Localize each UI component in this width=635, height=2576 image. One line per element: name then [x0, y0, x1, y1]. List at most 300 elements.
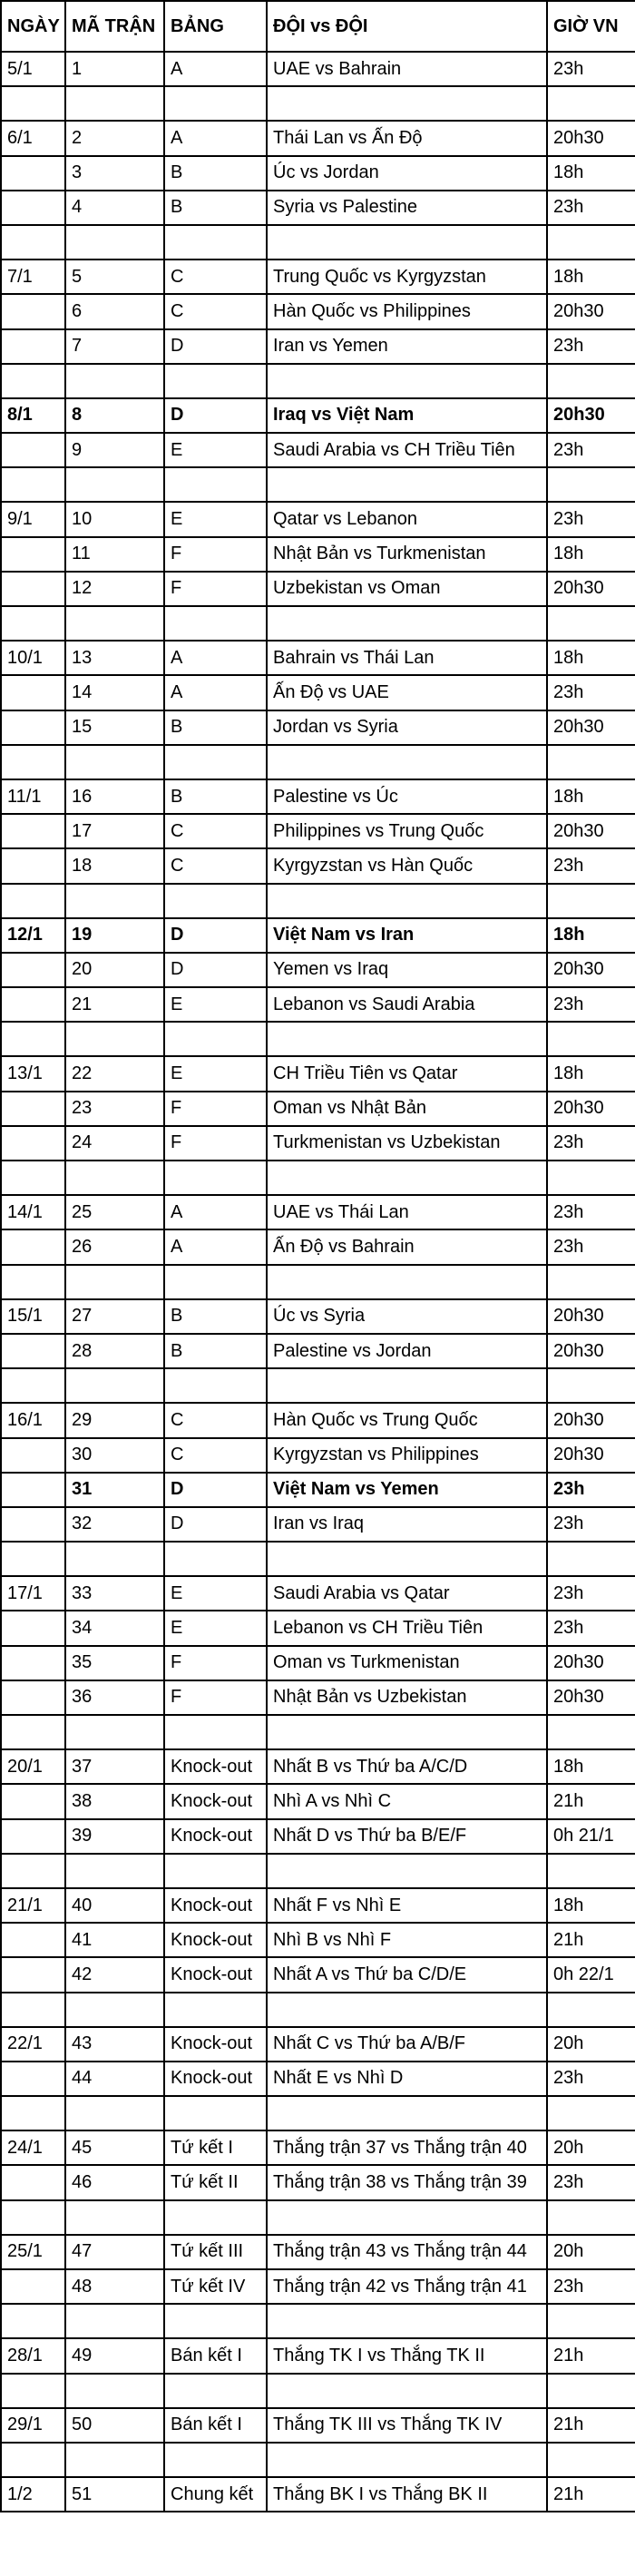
- match-id-cell: 13: [65, 641, 164, 675]
- date-cell: [1, 953, 65, 987]
- teams-cell: Palestine vs Úc: [267, 779, 547, 814]
- teams-cell: Lebanon vs Saudi Arabia: [267, 987, 547, 1022]
- match-id-cell: 6: [65, 294, 164, 328]
- date-cell: 22/1: [1, 2027, 65, 2062]
- group-cell: D: [164, 1507, 267, 1542]
- spacer-row: [1, 2374, 635, 2408]
- table-row: [1, 2269, 635, 2304]
- match-id-cell: 41: [65, 1923, 164, 1957]
- group-cell: F: [164, 1126, 267, 1161]
- group-cell: Chung kết: [164, 2477, 267, 2512]
- empty-cell: [65, 2096, 164, 2130]
- time-cell: 23h: [547, 502, 635, 536]
- table-row: [1, 1888, 635, 1923]
- table-row: [1, 191, 635, 225]
- empty-cell: [65, 467, 164, 502]
- group-cell: F: [164, 1646, 267, 1680]
- empty-cell: [1, 606, 65, 641]
- empty-cell: [65, 1265, 164, 1299]
- time-cell: 20h: [547, 2130, 635, 2165]
- empty-cell: [547, 1265, 635, 1299]
- empty-cell: [547, 745, 635, 779]
- schedule-body: [1, 52, 635, 2512]
- table-row: [1, 641, 635, 675]
- teams-cell: Yemen vs Iraq: [267, 953, 547, 987]
- spacer-row: [1, 2200, 635, 2235]
- group-cell: A: [164, 1195, 267, 1229]
- time-cell: 23h: [547, 1611, 635, 1645]
- match-id-cell: 44: [65, 2062, 164, 2096]
- group-cell: Knock-out: [164, 1749, 267, 1784]
- match-id-cell: 4: [65, 191, 164, 225]
- empty-cell: [1, 2374, 65, 2408]
- time-cell: 23h: [547, 1473, 635, 1507]
- empty-cell: [164, 1854, 267, 1888]
- spacer-row: [1, 2443, 635, 2477]
- table-row: [1, 1438, 635, 1473]
- teams-cell: Ấn Độ vs UAE: [267, 675, 547, 710]
- empty-cell: [1, 1368, 65, 1403]
- date-cell: 6/1: [1, 121, 65, 155]
- empty-cell: [65, 86, 164, 121]
- empty-cell: [267, 2374, 547, 2408]
- empty-cell: [65, 745, 164, 779]
- teams-cell: Iraq vs Việt Nam: [267, 398, 547, 433]
- empty-cell: [164, 1161, 267, 1195]
- empty-cell: [65, 1854, 164, 1888]
- date-cell: 10/1: [1, 641, 65, 675]
- match-id-cell: 47: [65, 2235, 164, 2269]
- match-id-cell: 42: [65, 1957, 164, 1992]
- group-cell: E: [164, 987, 267, 1022]
- time-cell: 18h: [547, 641, 635, 675]
- group-cell: D: [164, 398, 267, 433]
- time-cell: 23h: [547, 329, 635, 364]
- empty-cell: [164, 1542, 267, 1576]
- empty-cell: [547, 2200, 635, 2235]
- group-cell: C: [164, 294, 267, 328]
- teams-cell: Qatar vs Lebanon: [267, 502, 547, 536]
- table-row: [1, 953, 635, 987]
- header-match-id: MÃ TRẬN: [65, 1, 164, 52]
- empty-cell: [267, 1022, 547, 1056]
- teams-cell: Thắng trận 42 vs Thắng trận 41: [267, 2269, 547, 2304]
- empty-cell: [164, 1368, 267, 1403]
- group-cell: Knock-out: [164, 2062, 267, 2096]
- teams-cell: Nhất F vs Nhì E: [267, 1888, 547, 1923]
- date-cell: 11/1: [1, 779, 65, 814]
- empty-cell: [547, 2374, 635, 2408]
- time-cell: 21h: [547, 1784, 635, 1818]
- match-id-cell: 18: [65, 848, 164, 883]
- time-cell: 18h: [547, 1749, 635, 1784]
- teams-cell: Kyrgyzstan vs Philippines: [267, 1438, 547, 1473]
- match-id-cell: 21: [65, 987, 164, 1022]
- date-cell: 8/1: [1, 398, 65, 433]
- table-row: [1, 987, 635, 1022]
- teams-cell: Việt Nam vs Iran: [267, 918, 547, 953]
- group-cell: Tứ kết III: [164, 2235, 267, 2269]
- match-id-cell: 1: [65, 52, 164, 86]
- time-cell: 18h: [547, 779, 635, 814]
- group-cell: D: [164, 953, 267, 987]
- empty-cell: [164, 2096, 267, 2130]
- time-cell: 23h: [547, 675, 635, 710]
- empty-cell: [164, 884, 267, 918]
- group-cell: C: [164, 814, 267, 848]
- table-row: [1, 675, 635, 710]
- spacer-row: [1, 1265, 635, 1299]
- date-cell: 21/1: [1, 1888, 65, 1923]
- time-cell: 23h: [547, 1195, 635, 1229]
- table-row: [1, 2235, 635, 2269]
- match-id-cell: 27: [65, 1299, 164, 1334]
- match-id-cell: 31: [65, 1473, 164, 1507]
- table-row: [1, 1680, 635, 1715]
- empty-cell: [547, 1715, 635, 1749]
- group-cell: E: [164, 1576, 267, 1611]
- time-cell: 23h: [547, 2062, 635, 2096]
- empty-cell: [267, 1993, 547, 2027]
- match-id-cell: 40: [65, 1888, 164, 1923]
- empty-cell: [65, 1542, 164, 1576]
- date-cell: 29/1: [1, 2408, 65, 2443]
- date-cell: 28/1: [1, 2338, 65, 2373]
- table-row: [1, 329, 635, 364]
- empty-cell: [1, 2200, 65, 2235]
- empty-cell: [65, 2443, 164, 2477]
- group-cell: E: [164, 502, 267, 536]
- time-cell: 20h30: [547, 1299, 635, 1334]
- spacer-row: [1, 1542, 635, 1576]
- time-cell: 23h: [547, 1126, 635, 1161]
- teams-cell: Thắng TK III vs Thắng TK IV: [267, 2408, 547, 2443]
- time-cell: 23h: [547, 2165, 635, 2199]
- group-cell: F: [164, 537, 267, 572]
- teams-cell: Hàn Quốc vs Trung Quốc: [267, 1403, 547, 1437]
- time-cell: 20h30: [547, 1334, 635, 1368]
- match-id-cell: 17: [65, 814, 164, 848]
- time-cell: 23h: [547, 987, 635, 1022]
- empty-cell: [267, 745, 547, 779]
- match-id-cell: 38: [65, 1784, 164, 1818]
- match-id-cell: 37: [65, 1749, 164, 1784]
- spacer-row: [1, 745, 635, 779]
- teams-cell: Nhì A vs Nhì C: [267, 1784, 547, 1818]
- table-row: [1, 1195, 635, 1229]
- match-id-cell: 3: [65, 156, 164, 191]
- table-row: [1, 779, 635, 814]
- match-id-cell: 28: [65, 1334, 164, 1368]
- empty-cell: [65, 364, 164, 398]
- time-cell: 20h30: [547, 294, 635, 328]
- match-id-cell: 50: [65, 2408, 164, 2443]
- table-row: [1, 1646, 635, 1680]
- date-cell: [1, 1680, 65, 1715]
- match-id-cell: 39: [65, 1819, 164, 1854]
- empty-cell: [267, 1368, 547, 1403]
- empty-cell: [547, 1854, 635, 1888]
- match-id-cell: 19: [65, 918, 164, 953]
- table-row: [1, 1819, 635, 1854]
- date-cell: [1, 156, 65, 191]
- match-id-cell: 12: [65, 572, 164, 606]
- empty-cell: [547, 2304, 635, 2338]
- empty-cell: [164, 2200, 267, 2235]
- date-cell: [1, 537, 65, 572]
- empty-cell: [65, 2304, 164, 2338]
- time-cell: 23h: [547, 52, 635, 86]
- date-cell: 14/1: [1, 1195, 65, 1229]
- teams-cell: Thắng TK I vs Thắng TK II: [267, 2338, 547, 2373]
- empty-cell: [267, 86, 547, 121]
- date-cell: 12/1: [1, 918, 65, 953]
- teams-cell: Hàn Quốc vs Philippines: [267, 294, 547, 328]
- time-cell: 20h: [547, 2235, 635, 2269]
- empty-cell: [547, 2096, 635, 2130]
- empty-cell: [267, 1854, 547, 1888]
- spacer-row: [1, 467, 635, 502]
- table-row: [1, 1229, 635, 1264]
- empty-cell: [164, 1715, 267, 1749]
- match-id-cell: 29: [65, 1403, 164, 1437]
- empty-cell: [164, 2374, 267, 2408]
- date-cell: [1, 329, 65, 364]
- match-id-cell: 16: [65, 779, 164, 814]
- date-cell: [1, 675, 65, 710]
- time-cell: 23h: [547, 1229, 635, 1264]
- match-id-cell: 15: [65, 710, 164, 745]
- group-cell: F: [164, 572, 267, 606]
- empty-cell: [164, 2443, 267, 2477]
- teams-cell: Thắng BK I vs Thắng BK II: [267, 2477, 547, 2512]
- date-cell: [1, 1473, 65, 1507]
- empty-cell: [1, 1265, 65, 1299]
- date-cell: [1, 710, 65, 745]
- empty-cell: [164, 1022, 267, 1056]
- group-cell: E: [164, 1056, 267, 1091]
- date-cell: [1, 294, 65, 328]
- empty-cell: [267, 606, 547, 641]
- empty-cell: [1, 225, 65, 260]
- time-cell: 0h 21/1: [547, 1819, 635, 1854]
- date-cell: [1, 1646, 65, 1680]
- empty-cell: [65, 1161, 164, 1195]
- empty-cell: [547, 1542, 635, 1576]
- group-cell: Knock-out: [164, 1819, 267, 1854]
- group-cell: D: [164, 918, 267, 953]
- table-row: [1, 1092, 635, 1126]
- time-cell: 20h30: [547, 814, 635, 848]
- empty-cell: [164, 225, 267, 260]
- table-row: [1, 537, 635, 572]
- match-id-cell: 30: [65, 1438, 164, 1473]
- table-row: [1, 1611, 635, 1645]
- empty-cell: [1, 2096, 65, 2130]
- match-id-cell: 2: [65, 121, 164, 155]
- match-id-cell: 8: [65, 398, 164, 433]
- group-cell: E: [164, 1611, 267, 1645]
- spacer-row: [1, 1854, 635, 1888]
- teams-cell: Turkmenistan vs Uzbekistan: [267, 1126, 547, 1161]
- empty-cell: [1, 2304, 65, 2338]
- match-id-cell: 23: [65, 1092, 164, 1126]
- date-cell: [1, 1438, 65, 1473]
- empty-cell: [267, 2443, 547, 2477]
- table-row: [1, 2338, 635, 2373]
- time-cell: 0h 22/1: [547, 1957, 635, 1992]
- date-cell: [1, 2165, 65, 2199]
- date-cell: 16/1: [1, 1403, 65, 1437]
- teams-cell: Kyrgyzstan vs Hàn Quốc: [267, 848, 547, 883]
- group-cell: Knock-out: [164, 1923, 267, 1957]
- spacer-row: [1, 364, 635, 398]
- empty-cell: [1, 364, 65, 398]
- table-row: [1, 2027, 635, 2062]
- empty-cell: [267, 1161, 547, 1195]
- empty-cell: [547, 884, 635, 918]
- table-row: [1, 502, 635, 536]
- empty-cell: [1, 1715, 65, 1749]
- empty-cell: [547, 1022, 635, 1056]
- time-cell: 18h: [547, 1888, 635, 1923]
- date-cell: 9/1: [1, 502, 65, 536]
- empty-cell: [547, 364, 635, 398]
- table-row: [1, 1334, 635, 1368]
- teams-cell: Nhất C vs Thứ ba A/B/F: [267, 2027, 547, 2062]
- table-row: [1, 710, 635, 745]
- empty-cell: [267, 2096, 547, 2130]
- teams-cell: Nhất A vs Thứ ba C/D/E: [267, 1957, 547, 1992]
- group-cell: A: [164, 121, 267, 155]
- group-cell: Tứ kết II: [164, 2165, 267, 2199]
- empty-cell: [65, 225, 164, 260]
- table-row: [1, 121, 635, 155]
- teams-cell: Nhất D vs Thứ ba B/E/F: [267, 1819, 547, 1854]
- spacer-row: [1, 2304, 635, 2338]
- teams-cell: UAE vs Bahrain: [267, 52, 547, 86]
- empty-cell: [65, 2200, 164, 2235]
- teams-cell: Palestine vs Jordan: [267, 1334, 547, 1368]
- empty-cell: [1, 1854, 65, 1888]
- date-cell: [1, 572, 65, 606]
- spacer-row: [1, 606, 635, 641]
- group-cell: Knock-out: [164, 1784, 267, 1818]
- teams-cell: Uzbekistan vs Oman: [267, 572, 547, 606]
- match-id-cell: 11: [65, 537, 164, 572]
- empty-cell: [547, 467, 635, 502]
- group-cell: C: [164, 848, 267, 883]
- spacer-row: [1, 1022, 635, 1056]
- match-id-cell: 10: [65, 502, 164, 536]
- group-cell: Tứ kết IV: [164, 2269, 267, 2304]
- empty-cell: [267, 467, 547, 502]
- time-cell: 23h: [547, 2269, 635, 2304]
- empty-cell: [164, 2304, 267, 2338]
- table-row: [1, 1957, 635, 1992]
- match-id-cell: 33: [65, 1576, 164, 1611]
- match-id-cell: 7: [65, 329, 164, 364]
- empty-cell: [1, 467, 65, 502]
- empty-cell: [547, 86, 635, 121]
- table-row: [1, 1749, 635, 1784]
- date-cell: 13/1: [1, 1056, 65, 1091]
- date-cell: [1, 1611, 65, 1645]
- group-cell: A: [164, 52, 267, 86]
- date-cell: [1, 2269, 65, 2304]
- time-cell: 18h: [547, 537, 635, 572]
- group-cell: D: [164, 329, 267, 364]
- teams-cell: Philippines vs Trung Quốc: [267, 814, 547, 848]
- date-cell: [1, 433, 65, 467]
- date-cell: [1, 1957, 65, 1992]
- date-cell: [1, 1507, 65, 1542]
- group-cell: A: [164, 641, 267, 675]
- teams-cell: Nhật Bản vs Uzbekistan: [267, 1680, 547, 1715]
- group-cell: Bán kết I: [164, 2408, 267, 2443]
- date-cell: [1, 987, 65, 1022]
- empty-cell: [547, 1368, 635, 1403]
- time-cell: 20h30: [547, 1092, 635, 1126]
- time-cell: 18h: [547, 260, 635, 294]
- empty-cell: [65, 1368, 164, 1403]
- table-row: [1, 2165, 635, 2199]
- empty-cell: [1, 1161, 65, 1195]
- match-id-cell: 20: [65, 953, 164, 987]
- teams-cell: Nhất B vs Thứ ba A/C/D: [267, 1749, 547, 1784]
- date-cell: 1/2: [1, 2477, 65, 2512]
- table-row: [1, 2408, 635, 2443]
- table-row: [1, 1299, 635, 1334]
- group-cell: B: [164, 710, 267, 745]
- match-id-cell: 32: [65, 1507, 164, 1542]
- teams-cell: Trung Quốc vs Kyrgyzstan: [267, 260, 547, 294]
- table-row: [1, 433, 635, 467]
- spacer-row: [1, 1161, 635, 1195]
- group-cell: E: [164, 433, 267, 467]
- group-cell: F: [164, 1092, 267, 1126]
- teams-cell: Oman vs Turkmenistan: [267, 1646, 547, 1680]
- date-cell: [1, 1784, 65, 1818]
- group-cell: B: [164, 779, 267, 814]
- time-cell: 20h30: [547, 710, 635, 745]
- date-cell: 15/1: [1, 1299, 65, 1334]
- match-id-cell: 49: [65, 2338, 164, 2373]
- empty-cell: [547, 1993, 635, 2027]
- time-cell: 23h: [547, 848, 635, 883]
- spacer-row: [1, 225, 635, 260]
- date-cell: [1, 814, 65, 848]
- empty-cell: [164, 1265, 267, 1299]
- table-row: [1, 294, 635, 328]
- table-row: [1, 2062, 635, 2096]
- teams-cell: Úc vs Syria: [267, 1299, 547, 1334]
- table-row: [1, 1923, 635, 1957]
- empty-cell: [1, 86, 65, 121]
- header-group: BẢNG: [164, 1, 267, 52]
- empty-cell: [164, 745, 267, 779]
- table-row: [1, 814, 635, 848]
- header-row: [1, 1, 635, 52]
- time-cell: 18h: [547, 156, 635, 191]
- teams-cell: Bahrain vs Thái Lan: [267, 641, 547, 675]
- date-cell: 20/1: [1, 1749, 65, 1784]
- date-cell: [1, 1819, 65, 1854]
- table-row: [1, 2477, 635, 2512]
- empty-cell: [267, 364, 547, 398]
- empty-cell: [267, 2304, 547, 2338]
- empty-cell: [164, 364, 267, 398]
